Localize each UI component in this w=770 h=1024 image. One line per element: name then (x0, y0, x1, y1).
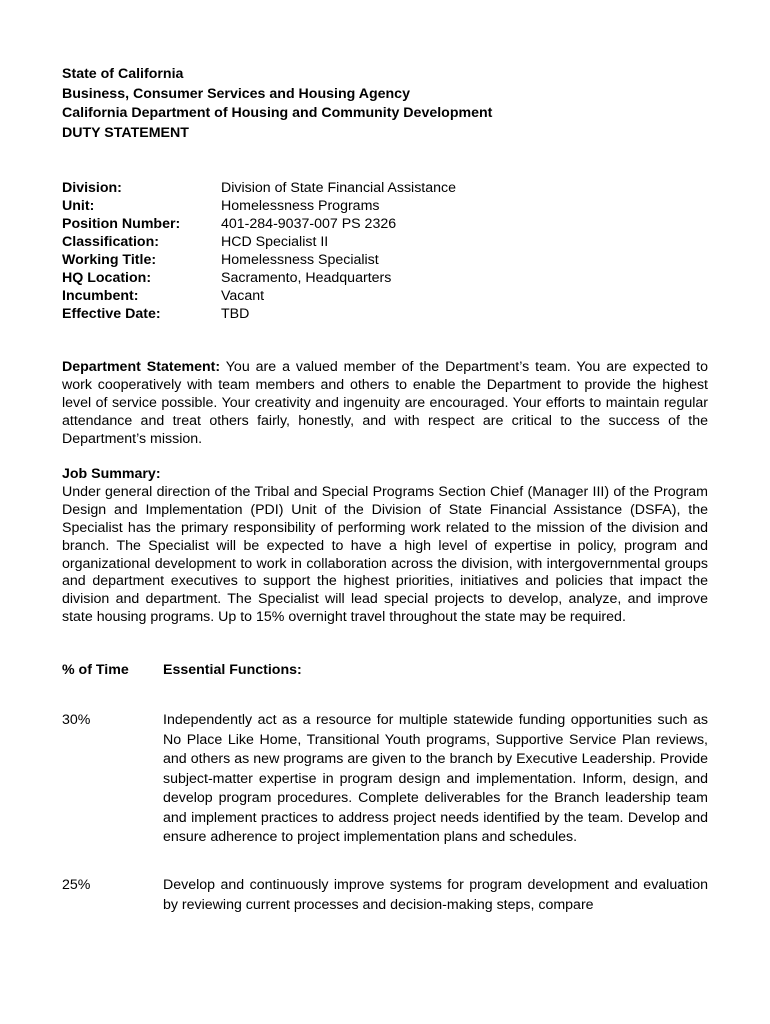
function-percent: 25% (62, 877, 91, 893)
info-label: Effective Date: (62, 306, 161, 322)
header-state: State of California (62, 66, 184, 82)
info-row-division (62, 179, 456, 197)
info-row-working-title (62, 251, 456, 269)
info-value: Sacramento, Headquarters (221, 270, 392, 286)
info-row-hq-location (62, 269, 456, 287)
info-label: Incumbent: (62, 288, 139, 304)
info-row-classification (62, 233, 456, 251)
function-description: Independently act as a resource for multiple statewide funding opportunities such as No Place Like Home, Transitional Youth programs, Supportive Service Plan reviews, and others as new programs are given to the branch by Executive Leadership. Provide subject-matter expertise in program design and implementation. Inform, design, and develop program procedures. Complete deliverables for the Branch leadership team and implement practices to address project needs identified by the team. Develop and ensure adherence to project implementation plans and schedules. (163, 712, 708, 845)
department-statement-text: You are a valued member of the Department’s team. You are expected to work cooperatively with team members and others to enable the Department to provide the highest level of service possible. Your creativity and ingenuity are encouraged. Your efforts to maintain regular attendance and treat others fairly, honestly, and with respect are critical to the success of the Department’s mission. (62, 359, 708, 447)
info-value: Vacant (221, 288, 265, 304)
header-document-title: DUTY STATEMENT (62, 124, 189, 141)
percent-of-time-heading: % of Time (62, 662, 129, 678)
function-item (62, 711, 708, 848)
position-info-table (62, 179, 456, 323)
info-row-unit (62, 197, 456, 215)
essential-functions-heading: Essential Functions: (163, 662, 302, 678)
info-value: Homelessness Specialist (221, 252, 379, 268)
info-label: Division: (62, 180, 122, 196)
info-label: HQ Location: (62, 270, 152, 286)
job-summary-label: Job Summary: (62, 466, 161, 482)
info-label: Unit: (62, 198, 95, 214)
info-value: Homelessness Programs (221, 198, 380, 214)
info-row-effective-date (62, 305, 456, 323)
info-value: TBD (221, 306, 250, 322)
info-value: Division of State Financial Assistance (221, 180, 456, 196)
header-agency: Business, Consumer Services and Housing Agency (62, 85, 410, 102)
document-header (62, 65, 492, 143)
department-statement-label: Department Statement: (62, 359, 221, 375)
info-label: Working Title: (62, 252, 157, 268)
department-statement (62, 359, 708, 449)
info-row-position-number (62, 215, 456, 233)
job-summary-text: Under general direction of the Tribal and Special Programs Section Chief (Manager III) of the Program Design and Implementation (PDI) Unit of the Division of State Financial Assistance (DSFA), the Specialist has the primary responsibility of performing work related to the mission of the division and branch. The Specialist will be expected to have a high level of expertise in policy, program and organizational development to work in collaboration across the division, with intergovernmental groups and department executives to support the highest priorities, initiatives and policies that impact the division and department. The Specialist will lead special projects to develop, analyze, and improve state housing programs. Up to 15% overnight travel throughout the state may be required. (62, 483, 708, 626)
info-value: 401-284-9037-007 PS 2326 (221, 216, 397, 232)
info-row-incumbent (62, 287, 456, 305)
info-value: HCD Specialist II (221, 234, 329, 250)
function-description: Develop and continuously improve systems for program development and evaluation by reviewing current processes and decision-making steps, compare (163, 877, 708, 913)
functions-header (62, 662, 302, 678)
header-department: California Department of Housing and Community Development (62, 105, 493, 121)
function-percent: 30% (62, 712, 91, 728)
job-summary (62, 466, 708, 627)
info-label: Classification: (62, 234, 159, 250)
function-item (62, 876, 708, 915)
info-label: Position Number: (62, 216, 181, 232)
